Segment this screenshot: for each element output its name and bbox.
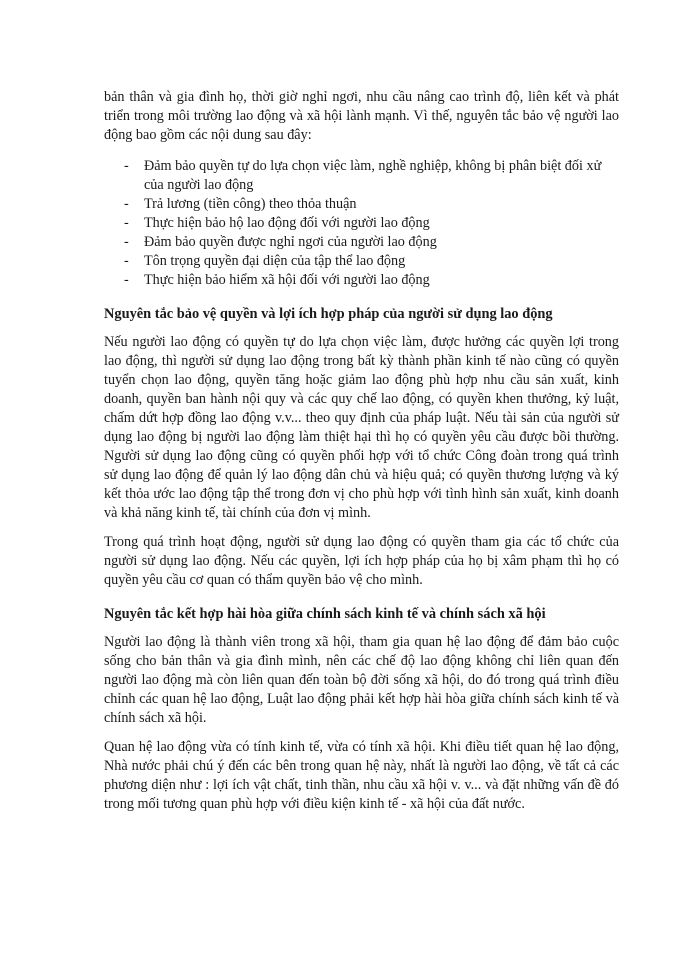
list-item-text: Tôn trọng quyền đại diện của tập thể lao động — [144, 253, 406, 269]
section-paragraph: Nếu người lao động có quyền tự do lựa chọn việc làm, được hưởng các quyền lợi trong lao động, thì người sử dụng lao động trong bất kỳ thành phần kinh tế nào cũng có quyền tuyển chọn lao động, quyền tăng hoặc giảm lao động phù hợp nhu cầu sản xuất, kinh doanh, quyền ban hành nội quy và các quy chế lao động, có quyền khen thưởng, kỷ luật, chấm dứt hợp đồng lao động v.v... theo quy định của pháp luật. Nếu tài sản của người sử dụng lao động bị người lao động làm thiệt hại thì họ có quyền yêu cầu được bồi thường. Người sử dụng lao động cũng có quyền phối hợp với tổ chức Công đoàn trong quá trình sử dụng lao động để quản lý lao động dân chủ và hiệu quả; có quyền thương lượng và ký kết thỏa ước lao động tập thể trong đơn vị cho phù hợp với tình hình sản xuất, kinh doanh và khả năng kinh tế, tài chính của đơn vị mình. — [104, 334, 619, 521]
section-paragraph: Trong quá trình hoạt động, người sử dụng lao động có quyền tham gia các tổ chức của người sử dụng lao động. Nếu các quyền, lợi ích hợp pháp của họ bị xâm phạm thì họ có quyền yêu cầu cơ quan có thẩm quyền bảo vệ cho mình. — [104, 534, 619, 588]
section-heading-economic-social-policy: Nguyên tắc kết hợp hài hòa giữa chính sách kinh tế và chính sách xã hội — [104, 606, 546, 622]
list-item-text: Trả lương (tiền công) theo thỏa thuận — [144, 196, 357, 212]
bullet-dash: - — [124, 215, 129, 231]
list-item — [104, 195, 619, 214]
list-item-text: Đảm bảo quyền được nghỉ ngơi của người lao động — [144, 234, 437, 250]
section-heading-employer-rights: Nguyên tắc bảo vệ quyền và lợi ích hợp pháp của người sử dụng lao động — [104, 306, 553, 322]
list-item-text: Thực hiện bảo hiểm xã hội đối với người lao động — [144, 272, 430, 288]
bullet-dash: - — [124, 196, 129, 212]
worker-protection-list — [104, 157, 619, 290]
section-paragraph: Người lao động là thành viên trong xã hội, tham gia quan hệ lao động để đảm bảo cuộc sống cho bản thân và gia đình mình, nên các chế độ lao động không chỉ liên quan đến người lao động mà còn liên quan đến toàn bộ đời sống xã hội, do đó trong quá trình điều chỉnh các quan hệ lao động, Luật lao động phải kết hợp hài hòa giữa chính sách kinh tế và chính sách xã hội. — [104, 634, 619, 726]
bullet-dash: - — [124, 158, 129, 174]
list-item — [104, 233, 619, 252]
bullet-dash: - — [124, 234, 129, 250]
list-item-text: Đảm bảo quyền tự do lựa chọn việc làm, nghề nghiệp, không bị phân biệt đối xử của người lao động — [144, 158, 602, 193]
document-page — [104, 88, 619, 824]
list-item — [104, 271, 619, 290]
list-item — [104, 157, 619, 195]
intro-paragraph: bản thân và gia đình họ, thời giờ nghỉ ngơi, nhu cầu nâng cao trình độ, liên kết và phát triển trong môi trường lao động và xã hội lành mạnh. Vì thế, nguyên tắc bảo vệ người lao động bao gồm các nội dung sau đây: — [104, 89, 619, 143]
section-paragraph: Quan hệ lao động vừa có tính kinh tế, vừa có tính xã hội. Khi điều tiết quan hệ lao động, Nhà nước phải chú ý đến các bên trong quan hệ này, nhất là người lao động, về tất cả các phương diện như : lợi ích vật chất, tinh thần, nhu cầu xã hội v. v... và đặt những vấn đề đó trong mối tương quan phù hợp với điều kiện kinh tế - xã hội của đất nước. — [104, 739, 619, 812]
bullet-dash: - — [124, 272, 129, 288]
list-item-text: Thực hiện bảo hộ lao động đối với người lao động — [144, 215, 430, 231]
list-item — [104, 214, 619, 233]
bullet-dash: - — [124, 253, 129, 269]
list-item — [104, 252, 619, 271]
